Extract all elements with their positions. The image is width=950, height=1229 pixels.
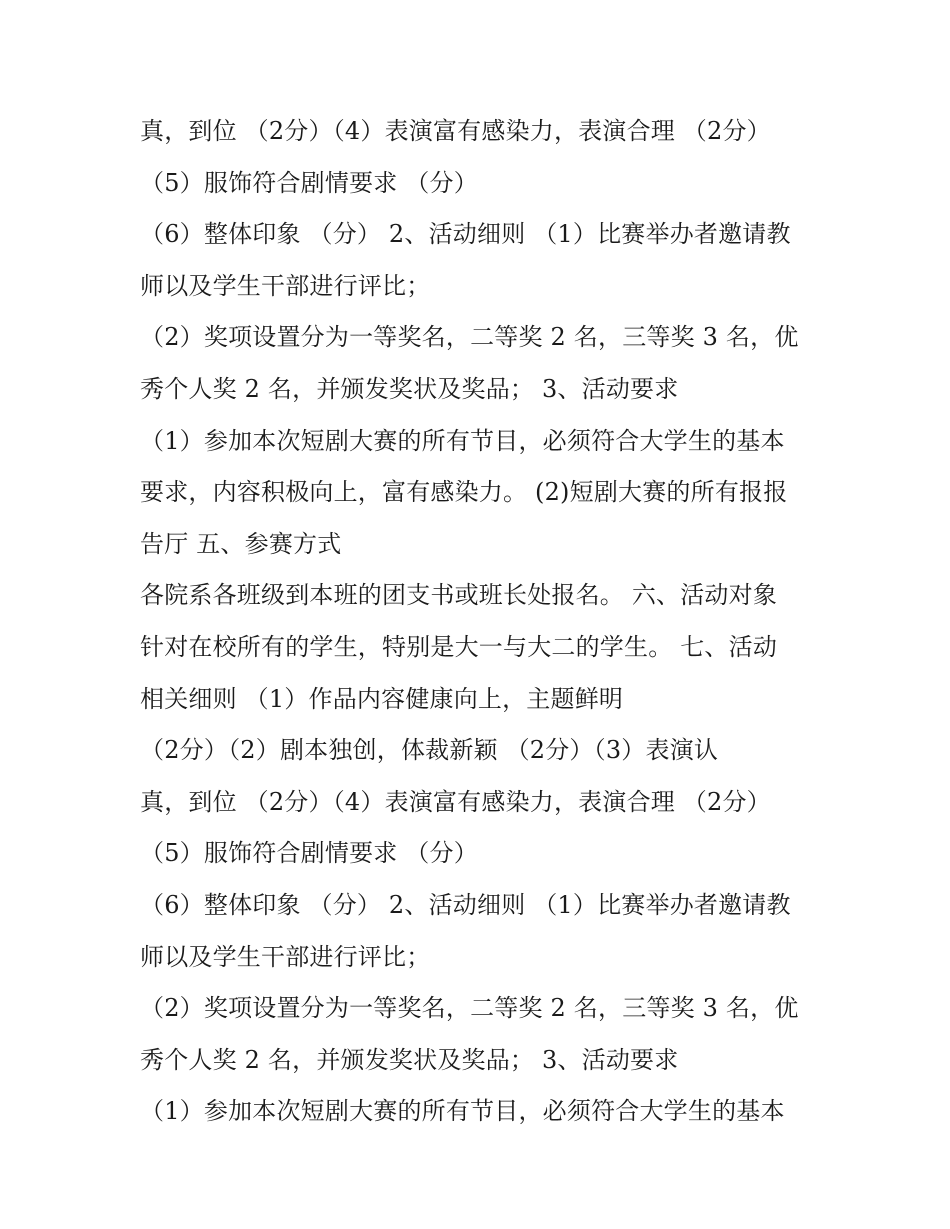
text-line: 真，到位 （2分）（4）表演富有感染力，表演合理 （2分） <box>140 117 771 145</box>
text-line: 针对在校所有的学生，特别是大一与大二的学生。 七、活动 <box>140 632 778 661</box>
text-line: 师以及学生干部进行评比； <box>140 271 431 300</box>
text-line: （5）服饰符合剧情要求 （分） <box>140 839 478 868</box>
text-line: 各院系各班级到本班的团支书或班长处报名。 六、活动对象 <box>140 581 778 610</box>
text-line: 师以及学生干部进行评比； <box>140 942 431 971</box>
text-line: 要求，内容积极向上，富有感染力。 (2)短剧大赛的所有报报 <box>140 478 788 507</box>
text-line: （2）奖项设置分为一等奖名，二等奖 2 名，三等奖 3 名，优 <box>140 994 799 1023</box>
text-line: 秀个人奖 2 名，并颁发奖状及奖品； 3、活动要求 <box>140 1045 679 1074</box>
text-line: （2分）（2）剧本独创，体裁新颖 （2分）（3）表演认 <box>140 736 719 765</box>
text-line: 相关细则 （1）作品内容健康向上，主题鲜明 <box>140 684 624 713</box>
body-text <box>140 106 820 1138</box>
text-line: （5）服饰符合剧情要求 （分） <box>140 168 478 197</box>
text-line: 告厅 五、参赛方式 <box>140 529 342 558</box>
text-line: （1）参加本次短剧大赛的所有节目，必须符合大学生的基本 <box>140 1097 785 1126</box>
text-line: （2）奖项设置分为一等奖名，二等奖 2 名，三等奖 3 名，优 <box>140 323 799 352</box>
text-line: 秀个人奖 2 名，并颁发奖状及奖品； 3、活动要求 <box>140 374 679 403</box>
text-line: （6）整体印象 （分） 2、活动细则 （1）比赛举办者邀请教 <box>140 890 791 919</box>
text-line: （1）参加本次短剧大赛的所有节目，必须符合大学生的基本 <box>140 426 785 455</box>
text-line: （6）整体印象 （分） 2、活动细则 （1）比赛举办者邀请教 <box>140 220 791 249</box>
text-line: 真，到位 （2分）（4）表演富有感染力，表演合理 （2分） <box>140 787 771 816</box>
